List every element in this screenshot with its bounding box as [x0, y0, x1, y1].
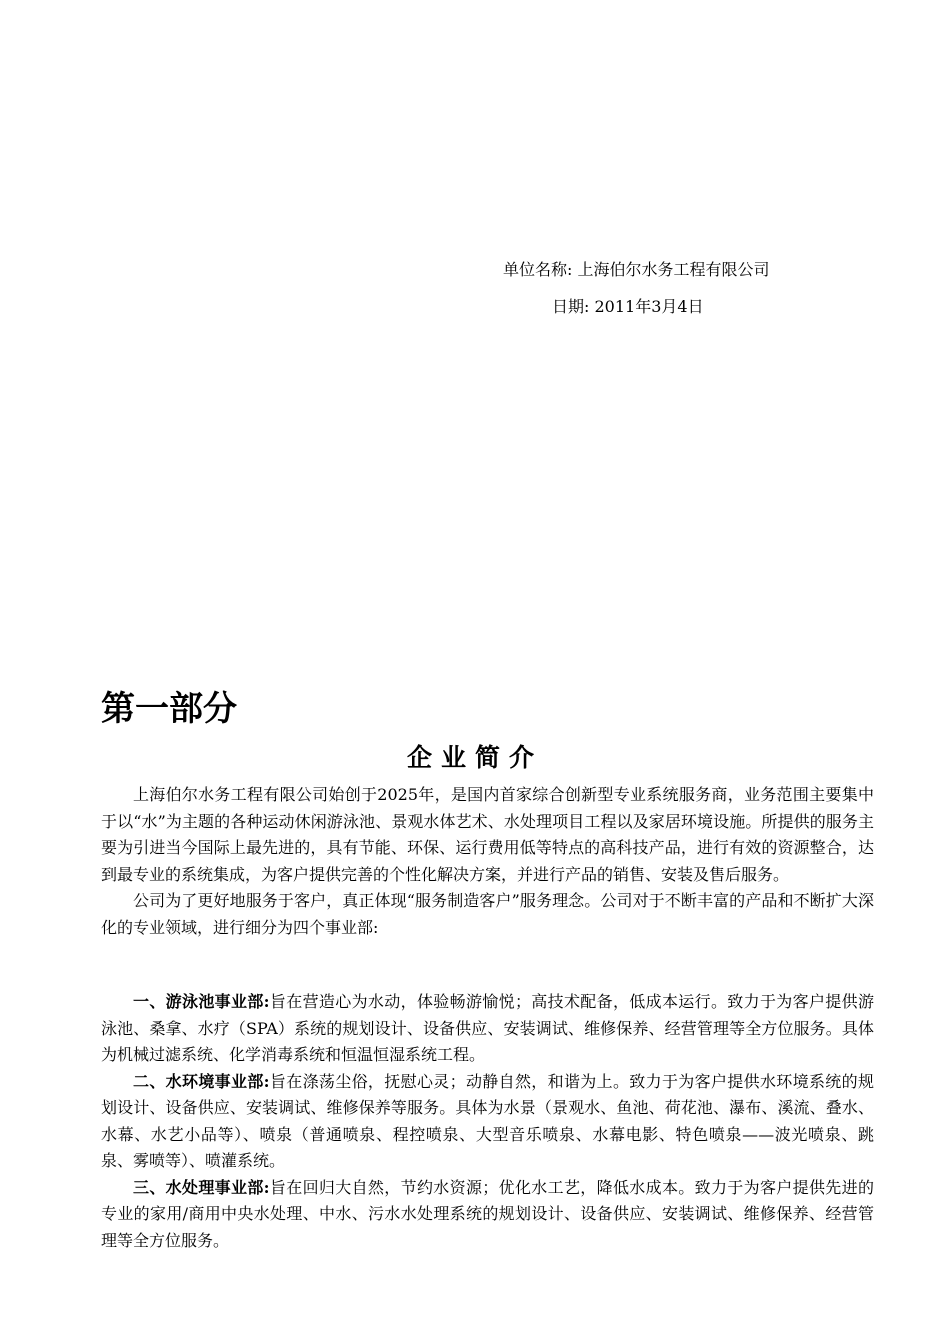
- department-text: 旨在营造心为水动，体验畅游愉悦；高技术配备，低成本运行。致力于为客户提供游泳池、桑拿、水疗（SPA）系统的规划设计、设备供应、安装调试、维修保养、经营管理等全方位服务。具体为机械过滤系统、化学消毒系统和恒温恒湿系统工程。: [101, 992, 874, 1064]
- department-name: 三、水处理事业部:: [133, 1177, 270, 1197]
- company-name-value: 上海伯尔水务工程有限公司: [577, 260, 770, 279]
- department-name: 二、水环境事业部:: [133, 1071, 270, 1091]
- company-name-label: 单位名称:: [503, 260, 573, 279]
- department-text: 旨在涤荡尘俗，抚慰心灵；动静自然，和谐为上。致力于为客户提供水环境系统的规划设计、设备供应、安装调试、维修保养等服务。具体为水景（景观水、鱼池、荷花池、瀑布、溪流、叠水、水幕、水艺小品等）、喷泉（普通喷泉、程控喷泉、大型音乐喷泉、水幕电影、特色喷泉——波光喷泉、跳泉、雾喷等）、喷灌系统。: [101, 1071, 874, 1170]
- part-heading: 第一部分: [101, 689, 237, 729]
- departments-list: [101, 989, 874, 1254]
- company-intro-title: 企业简介: [406, 743, 543, 772]
- intro-paragraph-1: 上海伯尔水务工程有限公司始创于2025年，是国内首家综合创新型专业系统服务商，业务范围主要集中于以“水”为主题的各种运动休闲游泳池、景观水体艺术、水处理项目工程以及家居环境设施。所提供的服务主要为引进当今国际上最先进的，具有节能、环保、运行费用低等特点的高科技产品，进行有效的资源整合，达到最专业的系统集成，为客户提供完善的个性化解决方案，并进行产品的销售、安装及售后服务。: [101, 785, 874, 884]
- intro-paragraph-2: 公司为了更好地服务于客户，真正体现“服务制造客户”服务理念。公司对于不断丰富的产品和不断扩大深化的专业领域，进行细分为四个事业部:: [101, 891, 874, 937]
- department-name: 一、游泳池事业部:: [133, 992, 270, 1011]
- intro-body: [101, 782, 874, 941]
- department-item: [101, 989, 874, 1069]
- department-text: 旨在回归大自然，节约水资源；优化水工艺，降低水成本。致力于为客户提供先进的专业的家用/商用中央水处理、中水、污水水处理系统的规划设计、设备供应、安装调试、维修保养、经营管理等全方位服务。: [101, 1177, 874, 1250]
- department-item: [101, 1069, 874, 1175]
- date-label: 日期:: [552, 297, 590, 316]
- date-line: [552, 296, 704, 318]
- company-name-line: [503, 259, 770, 281]
- department-item: [101, 1175, 874, 1255]
- date-value: 2011年3月4日: [594, 297, 704, 316]
